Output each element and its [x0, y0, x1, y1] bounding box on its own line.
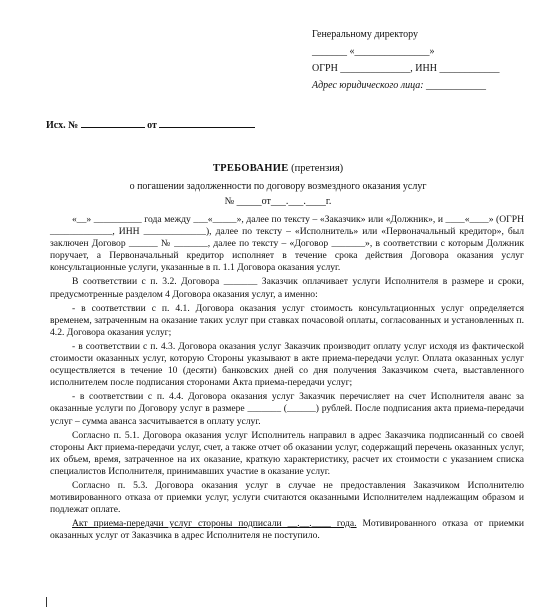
document-title-main: ТРЕБОВАНИЕ [212, 163, 289, 174]
addressee-ogrn-inn: ОГРН ______________, ИНН ____________ [312, 63, 500, 74]
outgoing-number-label: Исх. № [46, 120, 79, 131]
paragraph-clause-5-1: Согласно п. 5.1. Договора оказания услуг Исполнитель направил в адрес Заказчика подписанный со своей стороны Акт приема-передачи услуг, счет, а также отчет об оказании услуг, содержащий перечень оказанных услуг, их объем, время, затраченное на их оказание, краткую характеристику, расчет их стоимости с указанием списка специалистов Исполнителя, принимавших участие в оказание услуг. [50, 429, 524, 477]
addressee-block [312, 26, 542, 94]
act-signed-rest: Мотивированного отказа от приемки оказанных услуг от Заказчика в адрес Исполнителя не поступило. [50, 518, 524, 542]
outgoing-reference [46, 118, 255, 131]
paragraph-act-signed [50, 518, 524, 542]
paragraph-clause-4-1: - в соответствии с п. 4.1. Договора оказания услуг стоимость консультационных услуг определяется временем, затраченным на оказание таких услуг при ставках почасовой оплаты, согласованных и установленных п. 4.2. Договора оказания услуг; [50, 302, 524, 338]
paragraph-contract: «__» __________ года между ___«_____», далее по тексту – «Заказчик» или «Должник», и ____«____» (ОГРН _____________, ИНН _____________), далее по тексту – «Исполнитель» или «Первоначальный кредитор», был заключен Договор ______ № _______, далее по тексту – «Договор _______», в соответствии с которым Должник поручает, а Первоначальный кредитор исполняет в течение срока действия Договора оказания услуг консультационные услуги, указанные в п. 1.1 Договора оказания услуг. [50, 214, 524, 274]
document-title-paren: (претензия) [288, 163, 344, 174]
paragraph-clause-4-3: - в соответствии с п. 4.3. Договора оказания услуг Заказчик производит оплату услуг исходя из фактической стоимости оказанных услуг, которую Стороны указывают в акте приема-передачи услуг. Оплата оказанных услуг осуществляется в течение 10 (десяти) банковских дней со дня получения Заказчиком счета, выставленного исполнителем после подписания сторонами Акта приема-передачи услуг; [50, 340, 524, 389]
document-title [0, 163, 556, 174]
paragraph-payment-terms: В соответствии с п. 3.2. Договора _______ Заказчик оплачивает услуги Исполнителя в размере и сроки, предусмотренные разделом 4 Договора оказания услуг, а именно: [50, 276, 524, 300]
outgoing-number-blank [81, 118, 145, 128]
addressee-company: _______ «_______________» [312, 46, 435, 57]
document-body [50, 214, 524, 544]
outgoing-date-blank [159, 118, 255, 128]
act-signed-underlined: Акт приема-передачи услуг стороны подписали __.__.____ года. [72, 518, 357, 530]
outgoing-date-label: от [147, 120, 157, 131]
document-subtitle: о погашении задолженности по договору возмездного оказания услуг [129, 181, 427, 192]
paragraph-clause-5-3: Согласно п. 5.3. Договора оказания услуг в случае не предоставления Заказчиком Исполнителю мотивированного отказа от приемки услуг, услуги считаются оказанными Исполнителем надлежащим образом и подлежат оплате. [50, 479, 524, 516]
paragraph-clause-4-4: - в соответствии с п. 4.4. Договора оказания услуг Заказчик перечисляет на счет Исполнителя аванс за оказанные услуги по Договору услуг в размере _______ (______) рублей. После подписания акта приема-передачи услуг – сумма аванса засчитывается в оплату услуг. [50, 391, 524, 427]
document-number-line: № _____от___.___.____г. [224, 196, 332, 207]
addressee-legal-address: Адрес юридического лица: ____________ [312, 80, 487, 91]
addressee-title: Генеральному директору [312, 29, 419, 40]
text-cursor [46, 597, 47, 607]
